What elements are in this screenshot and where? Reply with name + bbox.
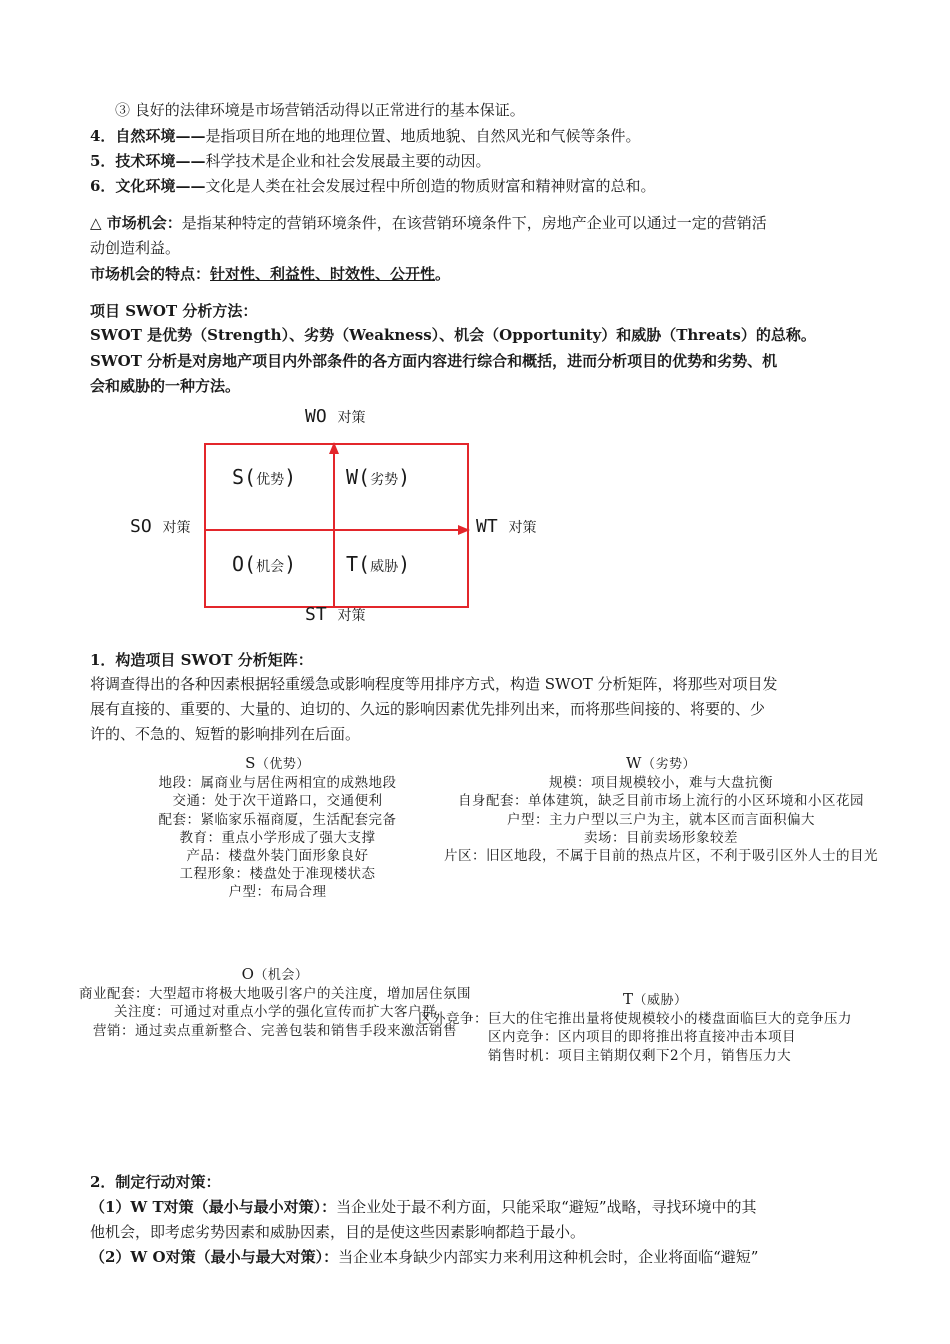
paragraph-natural-environment xyxy=(90,126,640,146)
heading-wo-strategy: （2）W O对策（最小与最大对策）： xyxy=(90,1248,339,1266)
weakness-item: 规模：项目规模较小，难与大盘抗衡 xyxy=(549,775,773,792)
paragraph-swot-analysis-cont: 会和威胁的一种方法。 xyxy=(90,377,241,395)
wo-strategy-label: WO 对策 xyxy=(305,406,366,427)
strengths-heading: S（优势） xyxy=(245,754,310,772)
strength-item: 教育：重点小学形成了强大支撑 xyxy=(179,829,376,846)
heading-culture-environment: 6．文化环境—— xyxy=(90,177,206,195)
threat-item: 区外竞争：巨大的住宅推出量将使规模较小的楼盘面临巨大的竞争压力 xyxy=(418,1011,852,1028)
heading-swot-method: 项目 SWOT 分析方法： xyxy=(90,302,258,320)
opportunity-item: 营销：通过卖点重新整合、完善包装和销售手段来激活销售 xyxy=(93,1022,457,1039)
quadrant-opportunities: O(机会) xyxy=(232,552,297,576)
swot-threats-block xyxy=(418,990,910,1065)
strength-item: 户型：布局合理 xyxy=(228,884,327,901)
text-wt-strategy: 当企业处于最不利方面，只能采取“避短”战略，寻找环境中的其 xyxy=(336,1198,757,1216)
st-strategy-label: ST 对策 xyxy=(305,604,366,625)
text-wo-strategy: 当企业本身缺少内部实力来利用这种机会时，企业将面临“避短” xyxy=(338,1248,759,1266)
paragraph-market-opportunity-cont: 动创造利益。 xyxy=(90,239,181,257)
weakness-item: 卖场：目前卖场形象较差 xyxy=(584,829,738,846)
paragraph-wt-strategy xyxy=(90,1197,757,1217)
strength-item: 配套：紧临家乐福商厦，生活配套完备 xyxy=(158,811,397,828)
quadrant-strengths: S(优势) xyxy=(232,465,297,489)
heading-action-strategy: 2．制定行动对策： xyxy=(90,1173,221,1191)
weakness-item: 自身配套：单体建筑，缺乏目前市场上流行的小区环境和小区花园 xyxy=(458,793,864,810)
heading-tech-environment: 5．技术环境—— xyxy=(90,152,206,170)
strength-item: 交通：处于次干道路口，交通便利 xyxy=(172,793,383,810)
opportunity-item: 商业配套：大型超市将极大地吸引客户的关注度，增加居住氛围 xyxy=(79,986,471,1003)
weakness-item: 片区：旧区地段，不属于目前的热点片区，不利于吸引区外人士的目光 xyxy=(444,848,878,865)
heading-market-opportunity: △ 市场机会： xyxy=(90,214,182,232)
weaknesses-heading: W（劣势） xyxy=(626,754,696,772)
opportunity-item: 关注度：可通过对重点小学的强化宣传而扩大客户群 xyxy=(114,1004,436,1021)
opportunity-features-list: 针对性、利益性、时效性、公开性 xyxy=(210,265,436,283)
text-market-opportunity: 是指某种特定的营销环境条件，在该营销环境条件下，房地产企业可以通过一定的营销活 xyxy=(181,214,767,232)
threat-item: 销售时机：项目主销期仅剩下2个月，销售压力大 xyxy=(488,1047,792,1064)
heading-wt-strategy: （1）W T对策（最小与最小对策）： xyxy=(90,1198,337,1216)
paragraph-wo-strategy xyxy=(90,1247,758,1267)
paragraph-matrix-2: 展有直接的、重要的、大量的、迫切的、久远的影响因素优先排列出来，而将那些间接的、将要的、少 xyxy=(90,700,766,718)
strength-item: 产品：楼盘外装门面形象良好 xyxy=(186,848,369,865)
text-tech-environment: 科学技术是企业和社会发展最主要的动因。 xyxy=(205,152,491,170)
threats-heading: T（威胁） xyxy=(623,990,688,1008)
paragraph-market-opportunity xyxy=(90,213,767,233)
paragraph-swot-definition: SWOT 是优势（Strength）、劣势（Weakness）、机会（Opportunity）和威胁（Threats）的总称。 xyxy=(90,326,816,344)
strength-item: 地段：属商业与居住两相宜的成熟地段 xyxy=(158,775,397,792)
paragraph-tech-environment xyxy=(90,151,490,171)
strength-item: 工程形象：楼盘处于准现楼状态 xyxy=(179,866,376,883)
opportunities-heading: O（机会） xyxy=(241,965,309,983)
wt-strategy-label: WT 对策 xyxy=(476,516,537,537)
heading-build-swot-matrix: 1．构造项目 SWOT 分析矩阵： xyxy=(90,651,313,669)
weakness-item: 户型：主力户型以三户为主，就本区而言面积偏大 xyxy=(507,811,815,828)
swot-weaknesses-block xyxy=(412,754,910,865)
so-strategy-label: SO 对策 xyxy=(130,516,191,537)
paragraph-matrix-1: 将调查得出的各种因素根据轻重缓急或影响程度等用排序方式，构造 SWOT 分析矩阵，将那些对项目发 xyxy=(90,675,778,693)
paragraph-wt-strategy-cont: 他机会，即考虑劣势因素和威胁因素，目的是使这些因素影响都趋于最小。 xyxy=(90,1223,586,1241)
paragraph-legal-environment: ③ 良好的法律环境是市场营销活动得以正常进行的基本保证。 xyxy=(115,101,525,119)
threat-item: 区内竞争：区内项目的即将推出将直接冲击本项目 xyxy=(488,1029,796,1046)
paragraph-opportunity-features xyxy=(90,264,450,284)
paragraph-swot-analysis: SWOT 分析是对房地产项目内外部条件的各方面内容进行综合和概括，进而分析项目的优势和劣势、机 xyxy=(90,352,778,370)
paragraph-culture-environment xyxy=(90,176,655,196)
paragraph-matrix-3: 许的、不急的、短暂的影响排列在后面。 xyxy=(90,725,361,743)
opportunity-features-end: 。 xyxy=(435,265,451,283)
swot-strengths-block xyxy=(130,754,425,902)
text-culture-environment: 文化是人类在社会发展过程中所创造的物质财富和精神财富的总和。 xyxy=(205,177,656,195)
heading-natural-environment: 4．自然环境—— xyxy=(90,127,206,145)
quadrant-weaknesses: W(劣势) xyxy=(346,465,411,489)
quadrant-threats: T(威胁) xyxy=(346,552,411,576)
heading-opportunity-features: 市场机会的特点： xyxy=(90,265,211,283)
text-natural-environment: 是指项目所在地的地理位置、地质地貌、自然风光和气候等条件。 xyxy=(205,127,641,145)
